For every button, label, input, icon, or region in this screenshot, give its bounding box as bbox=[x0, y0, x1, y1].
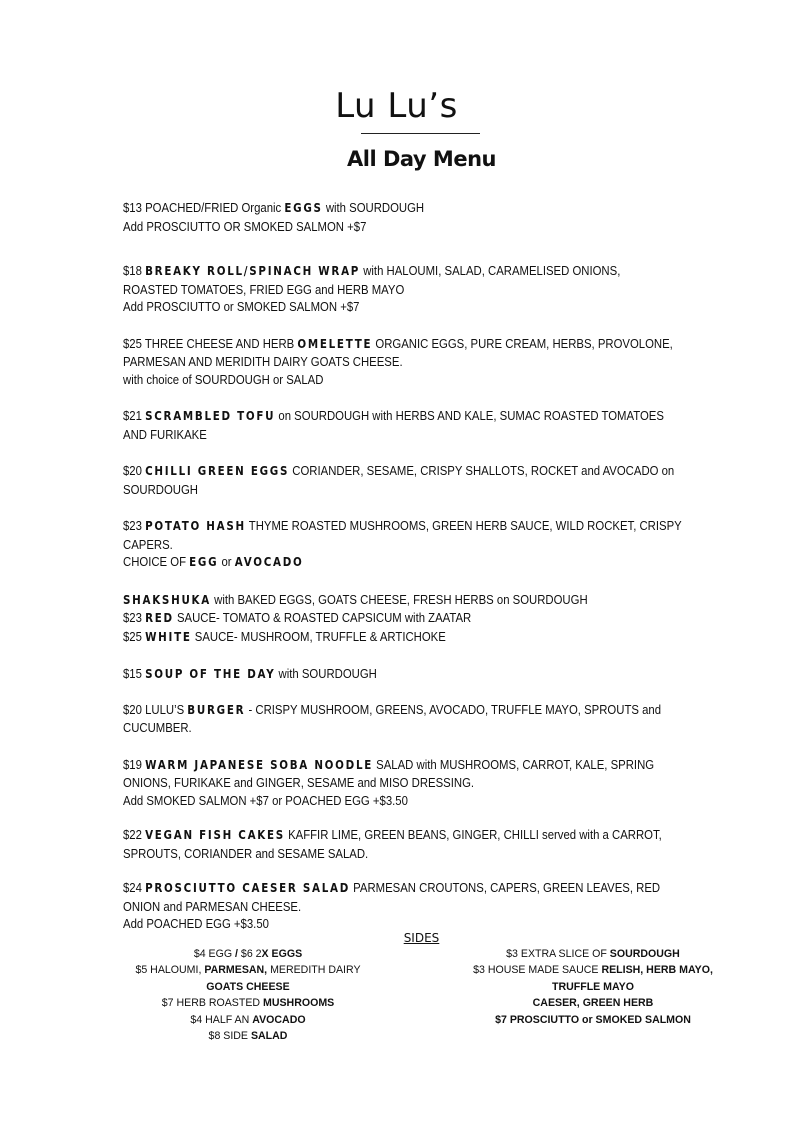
menu-text: SOURDOUGH bbox=[123, 481, 198, 497]
dish-name: PROSCIUTTO CAESER SALAD bbox=[145, 881, 351, 895]
menu-text: Add POACHED EGG +$3.50 bbox=[123, 916, 269, 931]
side-text: $6 2 bbox=[240, 948, 262, 960]
menu-text: SAUCE- MUSHROOM, TRUFFLE & ARTICHOKE bbox=[191, 628, 446, 644]
dish-name: WARM JAPANESE SOBA NOODLE bbox=[145, 757, 374, 772]
menu-text: with BAKED EGGS, GOATS CHEESE, FRESH HERBS on SOURDOUGH bbox=[210, 591, 588, 607]
menu-text: or bbox=[218, 554, 235, 569]
menu-text: Add PROSCIUTTO or SMOKED SALMON +$7 bbox=[123, 299, 360, 314]
title-underline bbox=[361, 133, 480, 134]
menu-item-line bbox=[123, 701, 708, 720]
sides-heading: SIDES bbox=[403, 931, 440, 945]
side-text: SOURDOUGH bbox=[609, 948, 680, 960]
menu-text: on SOURDOUGH with HERBS AND KALE, SUMAC ROASTED TOMATOES bbox=[275, 408, 664, 423]
dish-name: OMELETTE bbox=[297, 336, 373, 351]
menu-text: ONION and PARMESAN CHEESE. bbox=[123, 898, 302, 914]
menu-text: Add PROSCIUTTO OR SMOKED SALMON +$7 bbox=[123, 218, 367, 234]
side-item bbox=[463, 995, 723, 1011]
side-text: $5 HALOUMI, bbox=[135, 964, 205, 977]
menu-item-line bbox=[123, 536, 708, 554]
menu-item-line bbox=[123, 665, 708, 684]
side-text: $4 HALF AN bbox=[190, 1013, 253, 1026]
side-text: $8 SIDE bbox=[208, 1030, 251, 1043]
menu-text: CHOICE OF bbox=[123, 554, 190, 569]
menu-text: THYME ROASTED MUSHROOMS, GREEN HERB SAUCE, WILD ROCKET, CRISPY bbox=[245, 518, 682, 533]
side-text: PARMESAN, bbox=[204, 964, 268, 977]
menu-text: $19 bbox=[123, 756, 146, 772]
side-text: $4 EGG bbox=[193, 948, 236, 960]
menu-item bbox=[123, 517, 713, 572]
menu-text: $25 bbox=[123, 628, 146, 644]
side-text: MEREDITH DAIRY bbox=[267, 964, 361, 977]
menu-item-line bbox=[123, 756, 708, 775]
sides-left-column bbox=[123, 946, 373, 1044]
menu-item-line bbox=[123, 353, 708, 371]
side-text: MUSHROOMS bbox=[263, 997, 335, 1010]
menu-item bbox=[123, 199, 713, 235]
menu-item-line bbox=[123, 371, 708, 389]
dish-name: AVOCADO bbox=[234, 555, 304, 569]
menu-subtitle: All Day Menu bbox=[347, 147, 496, 171]
dish-name: POTATO HASH bbox=[145, 519, 246, 533]
menu-text: with SOURDOUGH bbox=[322, 200, 425, 215]
menu-item bbox=[123, 701, 713, 737]
menu-item-line bbox=[123, 774, 708, 792]
menu-item-line bbox=[123, 845, 708, 863]
menu-text: CUCUMBER. bbox=[123, 720, 192, 735]
menu-text: CORIANDER, SESAME, CRISPY SHALLOTS, ROCKET and AVOCADO on bbox=[289, 463, 675, 478]
side-text: $3 HOUSE MADE SAUCE bbox=[473, 964, 602, 977]
menu-item bbox=[123, 591, 713, 647]
menu-item-line bbox=[123, 218, 708, 236]
side-item bbox=[123, 995, 373, 1011]
menu-item-line bbox=[123, 879, 708, 898]
restaurant-title: Lu Lu’s bbox=[335, 86, 458, 126]
menu-text: $15 bbox=[123, 666, 146, 681]
dish-name: SHAKSHUKA bbox=[123, 592, 211, 607]
menu-item-line bbox=[123, 553, 708, 572]
menu-item-line bbox=[123, 517, 708, 536]
dish-name: BREAKY ROLL/SPINACH WRAP bbox=[145, 264, 361, 278]
side-text: $3 EXTRA SLICE OF bbox=[506, 948, 610, 960]
side-text: GOATS CHEESE bbox=[206, 980, 290, 993]
dish-name: SOUP OF THE DAY bbox=[145, 667, 276, 681]
menu-item-line bbox=[123, 826, 708, 845]
dish-name: EGGS bbox=[284, 201, 323, 215]
side-text: $7 PROSCIUTTO or SMOKED SALMON bbox=[495, 1013, 691, 1026]
menu-text: with SOURDOUGH bbox=[275, 666, 377, 681]
menu-text: with HALOUMI, SALAD, CARAMELISED ONIONS, bbox=[360, 263, 621, 278]
menu-text: $20 bbox=[123, 463, 146, 478]
menu-text: PARMESAN CROUTONS, CAPERS, GREEN LEAVES, RED bbox=[350, 880, 661, 895]
side-item bbox=[123, 946, 373, 962]
menu-item-line bbox=[123, 281, 708, 299]
side-item bbox=[123, 1012, 373, 1028]
menu-item-line bbox=[123, 426, 708, 444]
menu-item-line bbox=[123, 591, 708, 610]
menu-item-line bbox=[123, 462, 708, 481]
dish-name: SCRAMBLED TOFU bbox=[145, 409, 276, 423]
menu-item bbox=[123, 756, 713, 810]
menu-text: $21 bbox=[123, 408, 146, 423]
side-item bbox=[463, 979, 723, 995]
menu-item-line bbox=[123, 898, 708, 916]
side-item bbox=[463, 1012, 723, 1028]
menu-item-line bbox=[123, 792, 708, 810]
menu-item-line bbox=[123, 407, 708, 426]
menu-text: $20 LULU’S bbox=[123, 701, 188, 717]
menu-text: $18 bbox=[123, 263, 146, 278]
menu-text: $24 bbox=[123, 880, 146, 895]
menu-text: AND FURIKAKE bbox=[123, 426, 207, 442]
menu-item-line bbox=[123, 609, 708, 628]
sides-right-column bbox=[463, 946, 723, 1028]
side-item bbox=[123, 1028, 373, 1044]
side-text: X EGGS bbox=[261, 948, 303, 960]
menu-text: PARMESAN AND MERIDITH DAIRY GOATS CHEESE. bbox=[123, 354, 403, 369]
side-text: RELISH, HERB MAYO, bbox=[601, 964, 713, 977]
menu-item-line bbox=[123, 262, 708, 281]
menu-text: $23 bbox=[123, 518, 146, 533]
dish-name: CHILLI GREEN EGGS bbox=[145, 464, 290, 478]
menu-text: SALAD with MUSHROOMS, CARROT, KALE, SPRING bbox=[373, 756, 655, 772]
menu-item-line bbox=[123, 481, 708, 499]
menu-item-line bbox=[123, 335, 708, 354]
side-text: CAESER, GREEN HERB bbox=[532, 997, 654, 1010]
dish-name: EGG bbox=[189, 555, 219, 569]
side-text: $7 HERB ROASTED bbox=[161, 997, 264, 1010]
menu-item bbox=[123, 262, 713, 316]
menu-text: $22 bbox=[123, 827, 146, 842]
menu-item bbox=[123, 826, 713, 862]
menu-item bbox=[123, 665, 713, 684]
menu-item-line bbox=[123, 199, 708, 218]
side-text: / bbox=[235, 948, 241, 960]
dish-name: RED bbox=[145, 611, 174, 625]
menu-text: with choice of SOURDOUGH or SALAD bbox=[123, 371, 324, 387]
menu-text: $25 THREE CHEESE AND HERB bbox=[123, 335, 298, 351]
menu-text: Add SMOKED SALMON +$7 or POACHED EGG +$3.50 bbox=[123, 792, 408, 808]
dish-name: WHITE bbox=[145, 629, 192, 644]
menu-text: - CRISPY MUSHROOM, GREENS, AVOCADO, TRUFFLE MAYO, SPROUTS and bbox=[245, 701, 662, 717]
side-item bbox=[123, 962, 373, 978]
menu-text: ROASTED TOMATOES, FRIED EGG and HERB MAYO bbox=[123, 281, 405, 297]
dish-name: BURGER bbox=[187, 702, 246, 717]
menu-text: SAUCE- TOMATO & ROASTED CAPSICUM with ZAATAR bbox=[173, 610, 472, 625]
menu-item-line bbox=[123, 719, 708, 737]
side-item bbox=[123, 979, 373, 995]
menu-item bbox=[123, 462, 713, 498]
dish-name: VEGAN FISH CAKES bbox=[145, 828, 285, 842]
menu-item-line bbox=[123, 915, 708, 933]
menu-text: KAFFIR LIME, GREEN BEANS, GINGER, CHILLI served with a CARROT, bbox=[284, 827, 662, 842]
menu-text: ONIONS, FURIKAKE and GINGER, SESAME and MISO DRESSING. bbox=[123, 775, 475, 790]
menu-item bbox=[123, 335, 713, 389]
menu-item bbox=[123, 879, 713, 933]
side-text: TRUFFLE MAYO bbox=[551, 980, 634, 993]
menu-text: ORGANIC EGGS, PURE CREAM, HERBS, PROVOLONE, bbox=[372, 335, 673, 351]
menu-text: $13 POACHED/FRIED Organic bbox=[123, 200, 285, 215]
menu-item bbox=[123, 407, 713, 443]
side-text: SALAD bbox=[250, 1030, 288, 1043]
side-item bbox=[463, 962, 723, 978]
menu-item-line bbox=[123, 298, 708, 316]
side-text: AVOCADO bbox=[252, 1013, 306, 1026]
side-item bbox=[463, 946, 723, 962]
menu-text: $23 bbox=[123, 610, 146, 625]
menu-text: SPROUTS, CORIANDER and SESAME SALAD. bbox=[123, 845, 369, 861]
menu-items bbox=[123, 199, 713, 933]
menu-item-line bbox=[123, 628, 708, 647]
menu-text: CAPERS. bbox=[123, 536, 173, 552]
